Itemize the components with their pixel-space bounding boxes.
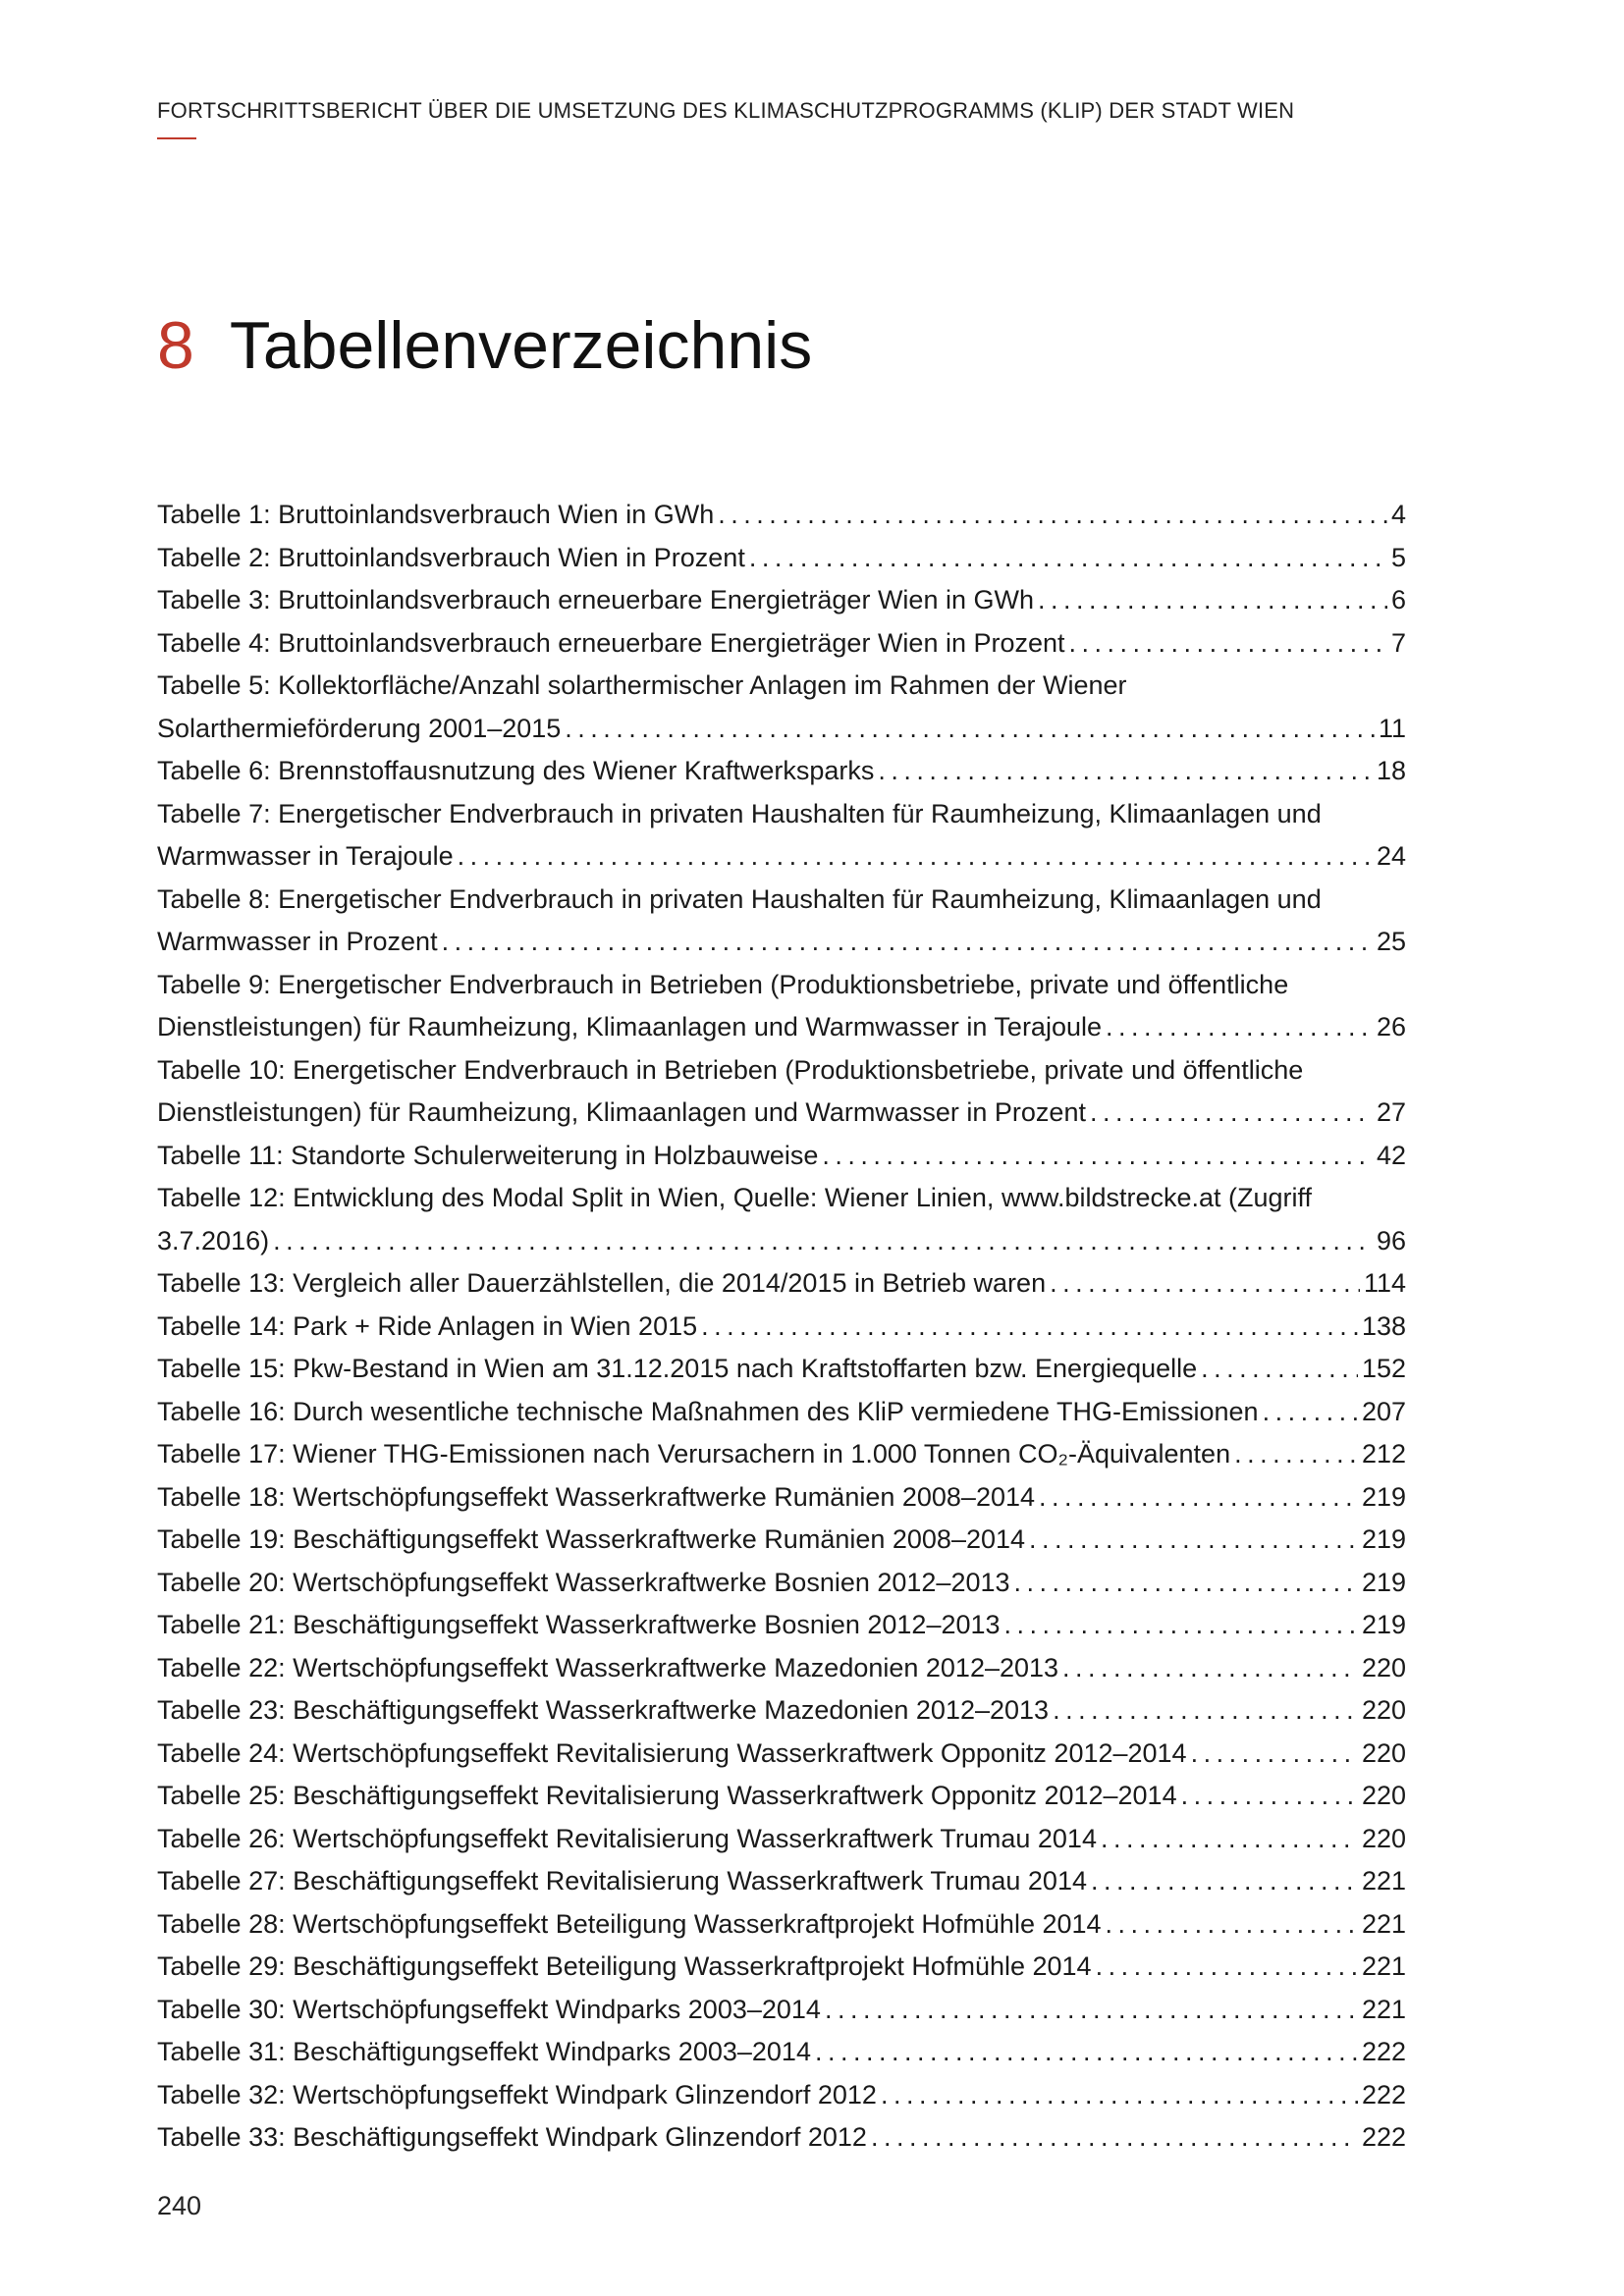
dot-leader: [1106, 1006, 1373, 1049]
toc-entry-page: 222: [1361, 2037, 1406, 2066]
dot-leader: [273, 1220, 1373, 1263]
toc-entry[interactable]: [157, 1135, 1406, 1178]
toc-entry-title: Solarthermieförderung 2001–2015: [157, 713, 562, 743]
toc-entry[interactable]: [157, 1177, 1406, 1262]
dot-leader: [1234, 1433, 1358, 1476]
toc-entry-page: 11: [1378, 713, 1406, 743]
toc-entry-page: 219: [1361, 1610, 1406, 1639]
toc-entry[interactable]: [157, 2074, 1406, 2117]
toc-entry-page: 219: [1361, 1481, 1406, 1512]
toc-entry-title: Tabelle 19: Beschäftigungseffekt Wasserkraftwerke Rumänien 2008–2014: [157, 1524, 1026, 1554]
dot-leader: [1038, 579, 1387, 622]
toc-entry-page: 25: [1376, 927, 1406, 956]
toc-entry-title: Tabelle 6: Brennstoffausnutzung des Wiener Kraftwerksparks: [157, 756, 875, 785]
toc-entry-page: 5: [1390, 542, 1406, 572]
toc-entry[interactable]: [157, 1903, 1406, 1947]
toc-entry[interactable]: [157, 494, 1406, 537]
toc-entry-page: 220: [1361, 1781, 1406, 1810]
toc-entry[interactable]: [157, 579, 1406, 622]
toc-entry-title: Tabelle 26: Wertschöpfungseffekt Revitalisierung Wasserkraftwerk Trumau 2014: [157, 1823, 1097, 1853]
page-number: 240: [157, 2191, 202, 2220]
toc-entry-page: 220: [1361, 1695, 1406, 1725]
toc-entry[interactable]: [157, 537, 1406, 580]
toc-entry-title: Tabelle 4: Bruttoinlandsverbrauch erneuerbare Energieträger Wien in Prozent: [157, 627, 1065, 658]
toc-entry-page: 220: [1361, 1737, 1406, 1768]
toc-entry-title: Tabelle 25: Beschäftigungseffekt Revitalisierung Wasserkraftwerk Opponitz 2012–2014: [157, 1781, 1177, 1810]
toc-entry-title: Tabelle 2: Bruttoinlandsverbrauch Wien in Prozent: [157, 542, 745, 572]
toc-entry-title: Tabelle 20: Wertschöpfungseffekt Wasserkraftwerke Bosnien 2012–2013: [157, 1567, 1010, 1597]
toc-entry-page: 138: [1361, 1310, 1406, 1341]
toc-entry-title: Tabelle 15: Pkw-Bestand in Wien am 31.12.2015 nach Kraftstoffarten bzw. Energiequelle: [157, 1354, 1198, 1383]
dot-leader: [1050, 1262, 1360, 1306]
toc-entry[interactable]: [157, 1733, 1406, 1776]
toc-entry[interactable]: [157, 1262, 1406, 1306]
dot-leader: [825, 1989, 1358, 2032]
dot-leader: [1029, 1519, 1358, 1562]
dot-leader: [822, 1135, 1373, 1178]
toc-entry[interactable]: [157, 2116, 1406, 2160]
toc-entry-page: 26: [1376, 1012, 1406, 1041]
toc-entry-page: 219: [1361, 1524, 1406, 1554]
dot-leader: [878, 750, 1373, 793]
toc-entry-page: 24: [1376, 841, 1406, 871]
toc-entry-title: 3.7.2016): [157, 1225, 270, 1255]
dot-leader: [1039, 1476, 1358, 1520]
toc-entry-title: Tabelle 24: Wertschöpfungseffekt Revitalisierung Wasserkraftwerk Opponitz 2012–2014: [157, 1737, 1187, 1768]
toc-entry-title: Tabelle 30: Wertschöpfungseffekt Windparks 2003–2014: [157, 1994, 821, 2024]
toc-entry-page: 212: [1361, 1439, 1406, 1468]
toc-entry[interactable]: [157, 1689, 1406, 1733]
toc-entry-title: Tabelle 5: Kollektorfläche/Anzahl solarthermischer Anlagen im Rahmen der Wiener: [157, 670, 1127, 700]
toc-entry-page: 42: [1376, 1140, 1406, 1170]
toc-entry-page: 221: [1361, 1866, 1406, 1896]
toc-entry-title: Tabelle 32: Wertschöpfungseffekt Windpark Glinzendorf 2012: [157, 2079, 877, 2109]
toc-entry[interactable]: [157, 1860, 1406, 1903]
toc-entry-page: 96: [1376, 1225, 1406, 1255]
toc-entry-title: Tabelle 21: Beschäftigungseffekt Wasserkraftwerke Bosnien 2012–2013: [157, 1610, 1001, 1639]
toc-entry-title: Dienstleistungen) für Raumheizung, Klimaanlagen und Warmwasser in Prozent: [157, 1097, 1086, 1127]
toc-entry[interactable]: [157, 1391, 1406, 1434]
toc-entry-title: Tabelle 31: Beschäftigungseffekt Windparks 2003–2014: [157, 2037, 811, 2066]
chapter-number: 8: [157, 308, 194, 383]
toc-entry-page: 221: [1361, 1994, 1406, 2024]
toc-entry-title: Tabelle 1: Bruttoinlandsverbrauch Wien in GWh: [157, 500, 715, 529]
toc-entry-page: 7: [1390, 627, 1406, 658]
chapter-heading: [157, 308, 813, 383]
dot-leader: [1053, 1689, 1358, 1733]
dot-leader: [1096, 1946, 1358, 1989]
toc-entry[interactable]: [157, 1647, 1406, 1690]
dot-leader: [1181, 1775, 1358, 1818]
dot-leader: [1090, 1092, 1373, 1135]
toc-entry-page: 222: [1361, 2079, 1406, 2109]
dot-leader: [1201, 1348, 1358, 1391]
toc-entry-page: 220: [1361, 1652, 1406, 1682]
running-header: FORTSCHRITTSBERICHT ÜBER DIE UMSETZUNG DES KLIMASCHUTZPROGRAMMS (KLIP) DER STADT WIEN: [157, 98, 1295, 123]
toc-entry[interactable]: [157, 2031, 1406, 2074]
toc-entry-title: Tabelle 29: Beschäftigungseffekt Beteiligung Wasserkraftprojekt Hofmühle 2014: [157, 1951, 1092, 1981]
toc-entry[interactable]: [157, 879, 1406, 964]
toc-entry-title: Tabelle 23: Beschäftigungseffekt Wasserkraftwerke Mazedonien 2012–2013: [157, 1695, 1050, 1725]
dot-leader: [1091, 1860, 1358, 1903]
toc-entry-title: Tabelle 7: Energetischer Endverbrauch in privaten Haushalten für Raumheizung, Klimaanlagen und: [157, 798, 1322, 828]
toc-entry-page: 114: [1363, 1268, 1406, 1298]
toc-entry-title: Tabelle 22: Wertschöpfungseffekt Wasserkraftwerke Mazedonien 2012–2013: [157, 1652, 1059, 1682]
toc-entry[interactable]: [157, 1306, 1406, 1349]
toc-entry-title: Tabelle 17: Wiener THG-Emissionen nach Verursachern in 1.000 Tonnen CO₂-Äquivalenten: [157, 1439, 1231, 1468]
toc-entry[interactable]: [157, 1519, 1406, 1562]
toc-entry-page: 221: [1361, 1951, 1406, 1981]
toc-entry-page: 220: [1361, 1823, 1406, 1853]
dot-leader: [701, 1306, 1358, 1349]
toc-entry-page: 222: [1361, 2122, 1406, 2152]
header-accent-rule: [157, 137, 196, 139]
toc-entry-title: Tabelle 11: Standorte Schulerweiterung in Holzbauweise: [157, 1140, 819, 1170]
dot-leader: [1069, 622, 1387, 666]
toc-entry[interactable]: [157, 665, 1406, 750]
toc-entry-page: 152: [1361, 1354, 1406, 1383]
dot-leader: [871, 2116, 1358, 2160]
toc-entry-title: Warmwasser in Prozent: [157, 927, 438, 956]
toc-entry[interactable]: [157, 793, 1406, 879]
toc-entry-page: 6: [1390, 585, 1406, 614]
dot-leader: [718, 494, 1387, 537]
dot-leader: [1106, 1903, 1358, 1947]
dot-leader: [1101, 1818, 1358, 1861]
toc-entry-page: 219: [1361, 1567, 1406, 1597]
toc-entry-title: Tabelle 13: Vergleich aller Dauerzählstellen, die 2014/2015 in Betrieb waren: [157, 1268, 1047, 1298]
toc-entry[interactable]: [157, 750, 1406, 793]
toc-entry-page: 18: [1376, 756, 1406, 785]
toc-entry-page: 4: [1390, 500, 1406, 529]
toc-entry-title: Tabelle 16: Durch wesentliche technische Maßnahmen des KliP vermiedene THG-Emissionen: [157, 1396, 1259, 1426]
dot-leader: [815, 2031, 1358, 2074]
dot-leader: [565, 708, 1375, 751]
toc-entry-title: Tabelle 12: Entwicklung des Modal Split in Wien, Quelle: Wiener Linien, www.bildstrecke.at (Zugriff: [157, 1183, 1313, 1212]
toc-entry[interactable]: [157, 1049, 1406, 1135]
table-of-tables: [157, 494, 1406, 2160]
dot-leader: [1004, 1604, 1358, 1647]
toc-entry-title: Tabelle 9: Energetischer Endverbrauch in Betrieben (Produktionsbetriebe, private und öffentliche: [157, 969, 1289, 999]
toc-entry[interactable]: [157, 1476, 1406, 1520]
toc-entry-title: Tabelle 8: Energetischer Endverbrauch in privaten Haushalten für Raumheizung, Klimaanlagen und: [157, 883, 1322, 914]
dot-leader: [1263, 1391, 1358, 1434]
toc-entry-title: Tabelle 14: Park + Ride Anlagen in Wien 2015: [157, 1310, 698, 1341]
toc-entry-title: Tabelle 3: Bruttoinlandsverbrauch erneuerbare Energieträger Wien in GWh: [157, 585, 1034, 614]
dot-leader: [1014, 1562, 1358, 1605]
toc-entry[interactable]: [157, 1433, 1406, 1476]
toc-entry-page: 27: [1376, 1097, 1406, 1127]
toc-entry[interactable]: [157, 1348, 1406, 1391]
dot-leader: [749, 537, 1387, 580]
toc-entry[interactable]: [157, 1604, 1406, 1647]
toc-entry-title: Tabelle 28: Wertschöpfungseffekt Beteiligung Wasserkraftprojekt Hofmühle 2014: [157, 1908, 1102, 1939]
chapter-title: Tabellenverzeichnis: [229, 308, 813, 383]
toc-entry[interactable]: [157, 1946, 1406, 1989]
toc-entry-title: Tabelle 18: Wertschöpfungseffekt Wasserkraftwerke Rumänien 2008–2014: [157, 1481, 1036, 1512]
toc-entry-title: Dienstleistungen) für Raumheizung, Klimaanlagen und Warmwasser in Terajoule: [157, 1012, 1102, 1041]
toc-entry[interactable]: [157, 622, 1406, 666]
toc-entry-title: Tabelle 10: Energetischer Endverbrauch in Betrieben (Produktionsbetriebe, private und öffentliche: [157, 1054, 1304, 1085]
toc-entry[interactable]: [157, 1818, 1406, 1861]
toc-entry-title: Tabelle 27: Beschäftigungseffekt Revitalisierung Wasserkraftwerk Trumau 2014: [157, 1866, 1087, 1896]
dot-leader: [1062, 1647, 1358, 1690]
toc-entry-title: Tabelle 33: Beschäftigungseffekt Windpark Glinzendorf 2012: [157, 2122, 867, 2152]
dot-leader: [458, 835, 1373, 879]
toc-entry[interactable]: [157, 1775, 1406, 1818]
dot-leader: [442, 921, 1373, 964]
toc-entry[interactable]: [157, 1562, 1406, 1605]
toc-entry-page: 221: [1361, 1908, 1406, 1939]
dot-leader: [1191, 1733, 1358, 1776]
toc-entry[interactable]: [157, 964, 1406, 1049]
toc-entry-page: 207: [1361, 1396, 1406, 1426]
toc-entry[interactable]: [157, 1989, 1406, 2032]
dot-leader: [881, 2074, 1358, 2117]
toc-entry-title: Warmwasser in Terajoule: [157, 841, 454, 871]
